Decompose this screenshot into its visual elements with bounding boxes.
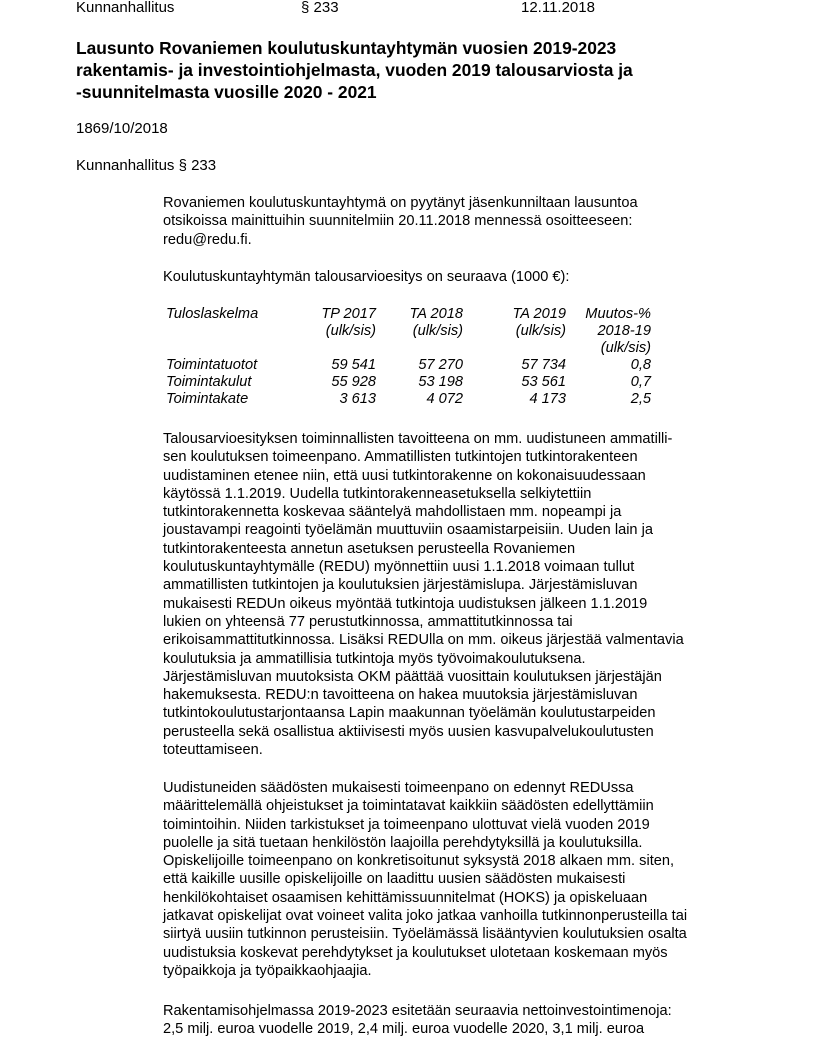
table-header: TA 2019 xyxy=(512,306,566,322)
table-cell: 2,5 xyxy=(630,391,651,407)
text-line: uudistaminen etenee niin, että uusi tutkintorakenne on kokonaisuudessaan xyxy=(163,467,646,484)
text-line: tutkintorakenteesta annetun asetuksen perusteella Rovaniemen xyxy=(163,540,576,557)
table-cell: 4 173 xyxy=(529,391,566,407)
text-line: uudistuksia koskevat perehdytykset ja koulutukset ulotetaan koskemaan myös xyxy=(163,944,668,961)
table-cell: 3 613 xyxy=(339,391,376,407)
table-cell: 53 198 xyxy=(418,374,463,390)
document-title xyxy=(76,37,776,103)
title-line: Lausunto Rovaniemen koulutuskuntayhtymän vuosien 2019-2023 xyxy=(76,38,617,58)
title-line: -suunnitelmasta vuosille 2020 - 2021 xyxy=(76,82,377,102)
text-line: mukaisesti REDUn oikeus myöntää tutkintoja uudistuksen jälkeen 1.1.2019 xyxy=(163,595,648,612)
table-header: Tuloslaskelma xyxy=(166,306,259,322)
text-line: erikoisammattitutkinnossa. Lisäksi REDUlla on mm. oikeus järjestää valmentavia xyxy=(163,632,684,649)
table-cell: 0,7 xyxy=(630,374,651,390)
text-line: ammatillisten tutkintojen ja koulutuksien järjestämislupa. Järjestämisluvan xyxy=(163,577,638,594)
paragraph-investments xyxy=(163,1002,763,1039)
text-line: Talousarvioesityksen toiminnallisten tavoitteena on mm. uudistuneen ammatilli- xyxy=(163,431,673,447)
text-line: redu@redu.fi. xyxy=(163,231,252,248)
table-cell: 57 270 xyxy=(418,357,463,373)
table-header: TP 2017 xyxy=(321,306,376,322)
title-line: rakentamis- ja investointiohjelmasta, vuoden 2019 talousarviosta ja xyxy=(76,60,633,80)
paragraph-objectives xyxy=(163,430,763,759)
text-line: työpaikkoja ja työpaikkaohjaajia. xyxy=(163,962,372,979)
table-header: (ulk/sis) xyxy=(600,340,651,356)
intro-paragraph xyxy=(163,194,763,249)
text-line: jatkavat opiskelijat ovat voineet valita joko jatkaa vanhoilla tutkinnonperusteilla tai xyxy=(163,908,688,925)
table-row-label: Toimintakate xyxy=(166,391,249,407)
table-cell: 0,8 xyxy=(630,357,651,373)
text-line: koulutuskuntayhtymälle (REDU) myönnettiin uusi 1.1.2018 voimaan tullut xyxy=(163,559,635,576)
record-number: 1869/10/2018 xyxy=(76,120,168,137)
table-header: (ulk/sis) xyxy=(412,323,463,339)
text-line: toimintoihin. Niiden tarkistukset ja toimeenpano ulottuvat vielä vuoden 2019 xyxy=(163,816,650,833)
text-line: lukien on yhteensä 77 perustutkinnossa, ammattitutkinnossa tai xyxy=(163,613,573,630)
text-line: tutkintorakennetta koskevaa sääntelyä mahdollistaen mm. nopeampi ja xyxy=(163,504,622,521)
table-row-label: Toimintatuotot xyxy=(166,357,258,373)
table-header: Muutos-% xyxy=(585,306,651,322)
table-header: TA 2018 xyxy=(409,306,463,322)
table-cell: 4 072 xyxy=(426,391,463,407)
paragraph-implementation xyxy=(163,779,763,980)
meeting-reference: Kunnanhallitus § 233 xyxy=(76,157,217,174)
text-line: käytössä 1.1.2019. Uudella tutkintorakenneasetuksella selkiytettiin xyxy=(163,485,592,502)
text-line: henkilökohtaiset osaamisen kehittämissuunnitelmat (HOKS) ja opiskeluaan xyxy=(163,889,648,906)
table-cell: 59 541 xyxy=(331,357,376,373)
header-body: Kunnanhallitus xyxy=(76,0,175,16)
table-cell: 57 734 xyxy=(521,357,566,373)
text-line: tutkintokoulutustarjontaansa Lapin maakunnan työelämän koulutustarpeiden xyxy=(163,705,656,722)
text-line: 2,5 milj. euroa vuodelle 2019, 2,4 milj. euroa vuodelle 2020, 3,1 milj. euroa xyxy=(163,1021,645,1038)
header-section: § 233 xyxy=(301,0,339,16)
text-line: perusteella sekä osallistua aktiivisesti myös uusien kasvupalvelukoulutusten xyxy=(163,723,654,740)
table-header: 2018-19 xyxy=(597,323,651,339)
text-line: toteuttamiseen. xyxy=(163,742,263,759)
table-cell: 55 928 xyxy=(331,374,376,390)
table-header: (ulk/sis) xyxy=(325,323,376,339)
table-row-label: Toimintakulut xyxy=(166,374,252,390)
text-line: Järjestämisluvan muutoksista OKM päättää vuosittain koulutuksen järjestäjän xyxy=(163,668,662,685)
text-line: Rovaniemen koulutuskuntayhtymä on pyytänyt jäsenkunniltaan lausuntoa xyxy=(163,195,638,211)
header-date: 12.11.2018 xyxy=(521,0,595,16)
text-line: määrittelemällä ohjeistukset ja toimintatavat kaikkiin säädösten edellyttämiin xyxy=(163,798,654,815)
text-line: koulutuksia ja ammatillisia tutkintoja myös työvoimakoulutuksena. xyxy=(163,650,586,667)
text-line: että kaikille uusille opiskelijoille on laadittu uusien säädösten mukaisesti xyxy=(163,871,626,888)
table-cell: 53 561 xyxy=(521,374,566,390)
text-line: sen koulutuksen toimeenpano. Ammatillisten tutkintojen tutkintorakenteen xyxy=(163,449,638,466)
text-line: otsikoissa mainittuihin suunnitelmiin 20.11.2018 mennessä osoitteeseen: xyxy=(163,213,633,230)
text-line: siirtyä uusiin tutkinnon perusteisiin. Työelämässä lisääntyvien koulutuksien osalta xyxy=(163,926,687,943)
budget-intro: Koulutuskuntayhtymän talousarvioesitys on seuraava (1000 €): xyxy=(163,269,570,285)
text-line: joustavampi reagointi työelämän muuttuviin osaamistarpeisiin. Uuden lain ja xyxy=(163,522,653,539)
text-line: Uudistuneiden säädösten mukaisesti toimeenpano on edennyt REDUssa xyxy=(163,780,634,796)
text-line: Rakentamisohjelmassa 2019-2023 esitetään seuraavia nettoinvestointimenoja: xyxy=(163,1003,672,1019)
text-line: Opiskelijoille toimeenpano on konkretisoitunut syksystä 2018 alkaen mm. siten, xyxy=(163,853,675,870)
text-line: puolelle ja sitä tuetaan henkilöstön laajoilla perehdytyksillä ja koulutuksilla. xyxy=(163,834,643,851)
table-header: (ulk/sis) xyxy=(515,323,566,339)
text-line: hakemuksesta. REDU:n tavoitteena on hakea muutoksia järjestämisluvan xyxy=(163,687,638,704)
